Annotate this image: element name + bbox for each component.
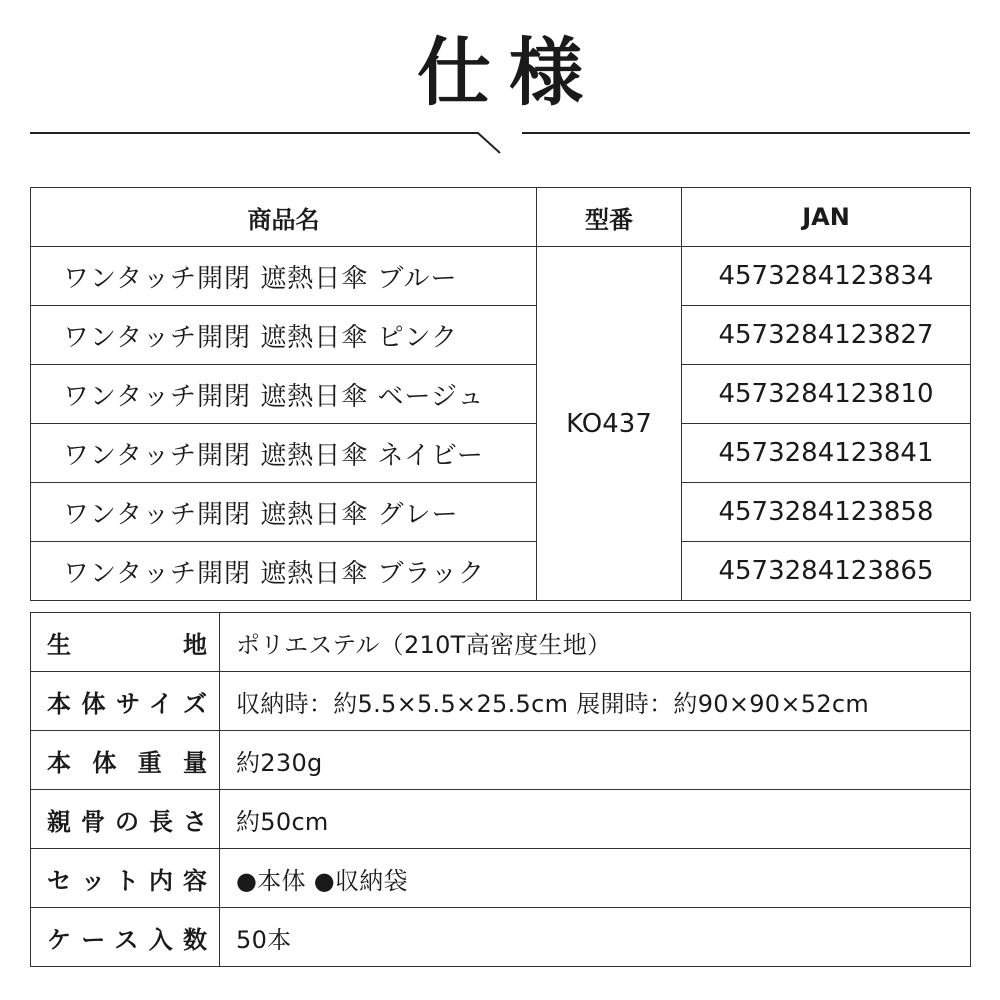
spec-row-fabric <box>31 613 971 672</box>
jan-code: 4573284123841 <box>682 424 971 483</box>
model-number: KO437 <box>537 247 682 601</box>
jan-code: 4573284123865 <box>682 542 971 601</box>
jan-code: 4573284123858 <box>682 483 971 542</box>
spec-row-contents <box>31 849 971 908</box>
header-model-number: 型番 <box>537 188 682 247</box>
spec-row-case-quantity <box>31 908 971 967</box>
spec-value: 約50cm <box>220 790 971 849</box>
header-product-name: 商品名 <box>31 188 537 247</box>
spec-label: 本体サイズ <box>31 672 220 731</box>
spec-value: 収納時：約5.5×5.5×25.5cm 展開時：約90×90×52cm <box>220 672 971 731</box>
spec-row-rib-length <box>31 790 971 849</box>
page-title: 仕様 <box>417 30 601 116</box>
product-name: ワンタッチ開閉 遮熱日傘 ピンク <box>31 306 537 365</box>
spec-value: ポリエステル（210T高密度生地） <box>220 613 971 672</box>
product-row <box>31 483 971 542</box>
spec-label: 本体重量 <box>31 731 220 790</box>
jan-code: 4573284123834 <box>682 247 971 306</box>
spec-table <box>30 612 971 967</box>
header-jan: JAN <box>682 188 971 247</box>
spec-label: 親骨の長さ <box>31 790 220 849</box>
spec-value: 50本 <box>220 908 971 967</box>
jan-code: 4573284123810 <box>682 365 971 424</box>
product-row <box>31 542 971 601</box>
product-name: ワンタッチ開閉 遮熱日傘 ブルー <box>31 247 537 306</box>
spec-value: ●本体 ●収納袋 <box>220 849 971 908</box>
spec-label: セット内容 <box>31 849 220 908</box>
product-name: ワンタッチ開閉 遮熱日傘 ネイビー <box>31 424 537 483</box>
spec-value: 約230g <box>220 731 971 790</box>
spec-label: 生地 <box>31 613 220 672</box>
product-row <box>31 247 971 306</box>
spec-row-size <box>31 672 971 731</box>
product-table-header-row <box>31 188 971 247</box>
spec-label: ケース入数 <box>31 908 220 967</box>
product-name: ワンタッチ開閉 遮熱日傘 ベージュ <box>31 365 537 424</box>
product-table <box>30 187 971 601</box>
jan-code: 4573284123827 <box>682 306 971 365</box>
title-divider <box>0 120 1000 160</box>
product-row <box>31 306 971 365</box>
product-name: ワンタッチ開閉 遮熱日傘 グレー <box>31 483 537 542</box>
product-name: ワンタッチ開閉 遮熱日傘 ブラック <box>31 542 537 601</box>
product-row <box>31 365 971 424</box>
product-row <box>31 424 971 483</box>
spec-row-weight <box>31 731 971 790</box>
